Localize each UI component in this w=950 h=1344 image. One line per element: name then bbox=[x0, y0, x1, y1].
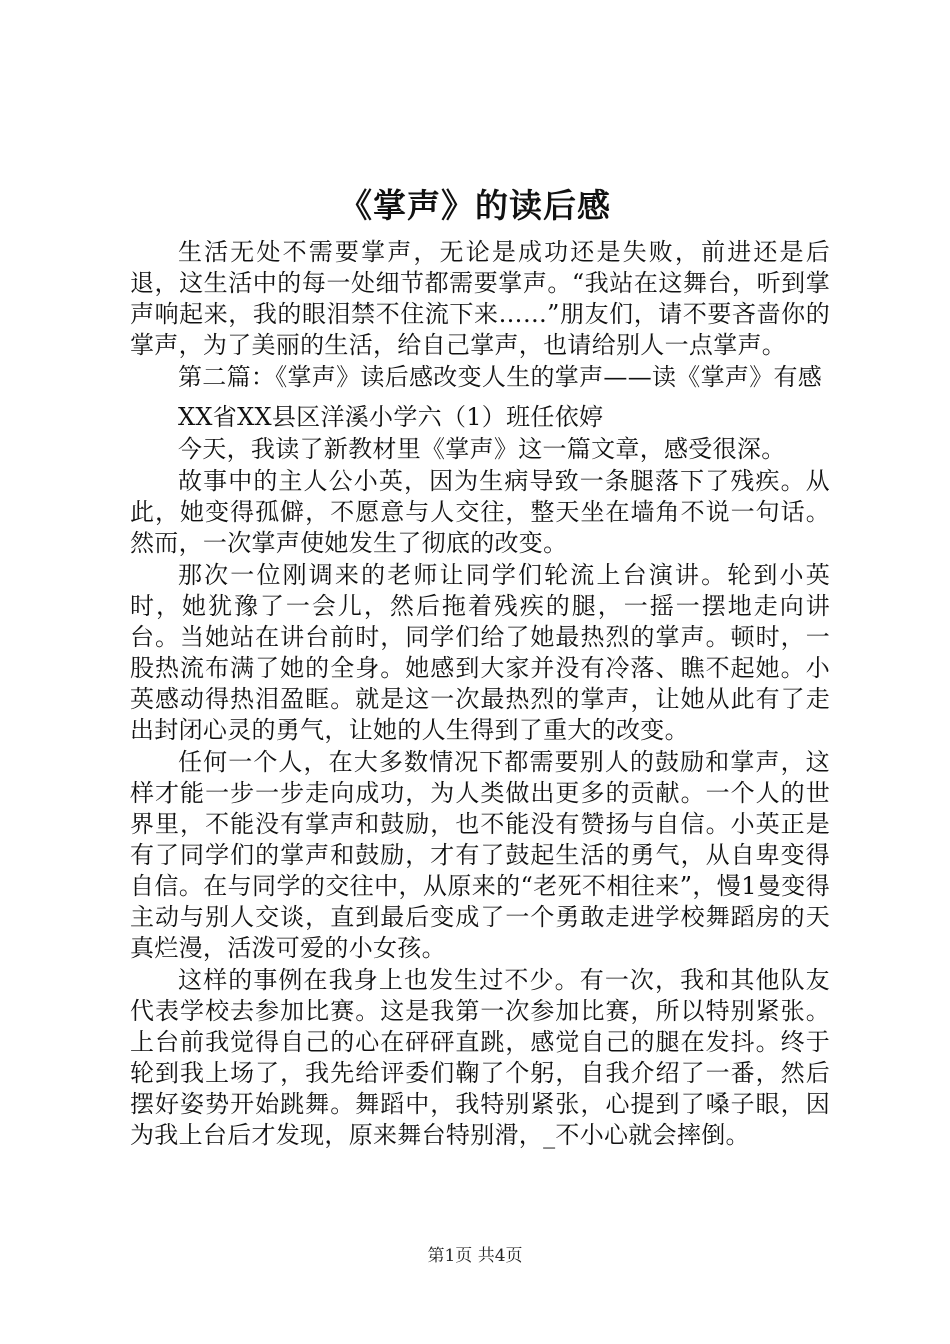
paragraph-3-author: XX省XX县区洋溪小学六（1）班任依婷 bbox=[178, 403, 604, 431]
document-body bbox=[130, 237, 830, 1152]
page-number-footer: 第1页 共4页 bbox=[427, 1246, 523, 1266]
paragraph-6: 那次一位刚调来的老师让同学们轮流上台演讲。轮到小英时，她犹豫了一会儿，然后拖着残疾的腿，一摇一摆地走向讲台。当她站在讲台前时，同学们给了她最热烈的掌声。顿时，一股热流布满了她的全身。她感到大家并没有冷落、瞧不起她。小英感动得热泪盈眶。就是这一次最热烈的掌声，让她从此有了走出封闭心灵的勇气，让她的人生得到了重大的改变。 bbox=[130, 561, 830, 744]
document-title: 《掌声》的读后感 bbox=[339, 186, 611, 225]
paragraph-2-heading: 第二篇：《掌声》读后感改变人生的掌声——读《掌声》有感 bbox=[178, 363, 823, 391]
paragraph-1: 生活无处不需要掌声，无论是成功还是失败，前进还是后退，这生活中的每一处细节都需要掌声。“我站在这舞台，听到掌声响起来，我的眼泪禁不住流下来……”朋友们，请不要吝啬你的掌声，为了美丽的生活，给自己掌声，也请给别人一点掌声。 bbox=[130, 238, 830, 359]
paragraph-5: 故事中的主人公小英，因为生病导致一条腿落下了残疾。从此，她变得孤僻，不愿意与人交往，整天坐在墙角不说一句话。然而，一次掌声使她发生了彻底的改变。 bbox=[130, 467, 830, 557]
paragraph-7: 任何一个人，在大多数情况下都需要别人的鼓励和掌声，这样才能一步一步走向成功，为人类做出更多的贡献。一个人的世界里，不能没有掌声和鼓励，也不能没有赞扬与自信。小英正是有了同学们的掌声和鼓励，才有了鼓起生活的勇气，从自卑变得自信。在与同学的交往中，从原来的“老死不相往来”，慢1曼变得主动与别人交谈，直到最后变成了一个勇敢走进学校舞蹈房的天真烂漫，活泼可爱的小女孩。 bbox=[130, 748, 830, 962]
paragraph-4: 今天，我读了新教材里《掌声》这一篇文章，感受很深。 bbox=[178, 435, 786, 463]
paragraph-8: 这样的事例在我身上也发生过不少。有一次，我和其他队友代表学校去参加比赛。这是我第一次参加比赛，所以特别紧张。上台前我觉得自己的心在砰砰直跳，感觉自己的腿在发抖。终于轮到我上场了，我先给评委们鞠了个躬，自我介绍了一番，然后摆好姿势开始跳舞。舞蹈中，我特别紧张，心提到了嗓子眼，因为我上台后才发现，原来舞台特别滑，_不小心就会摔倒。 bbox=[130, 966, 830, 1149]
